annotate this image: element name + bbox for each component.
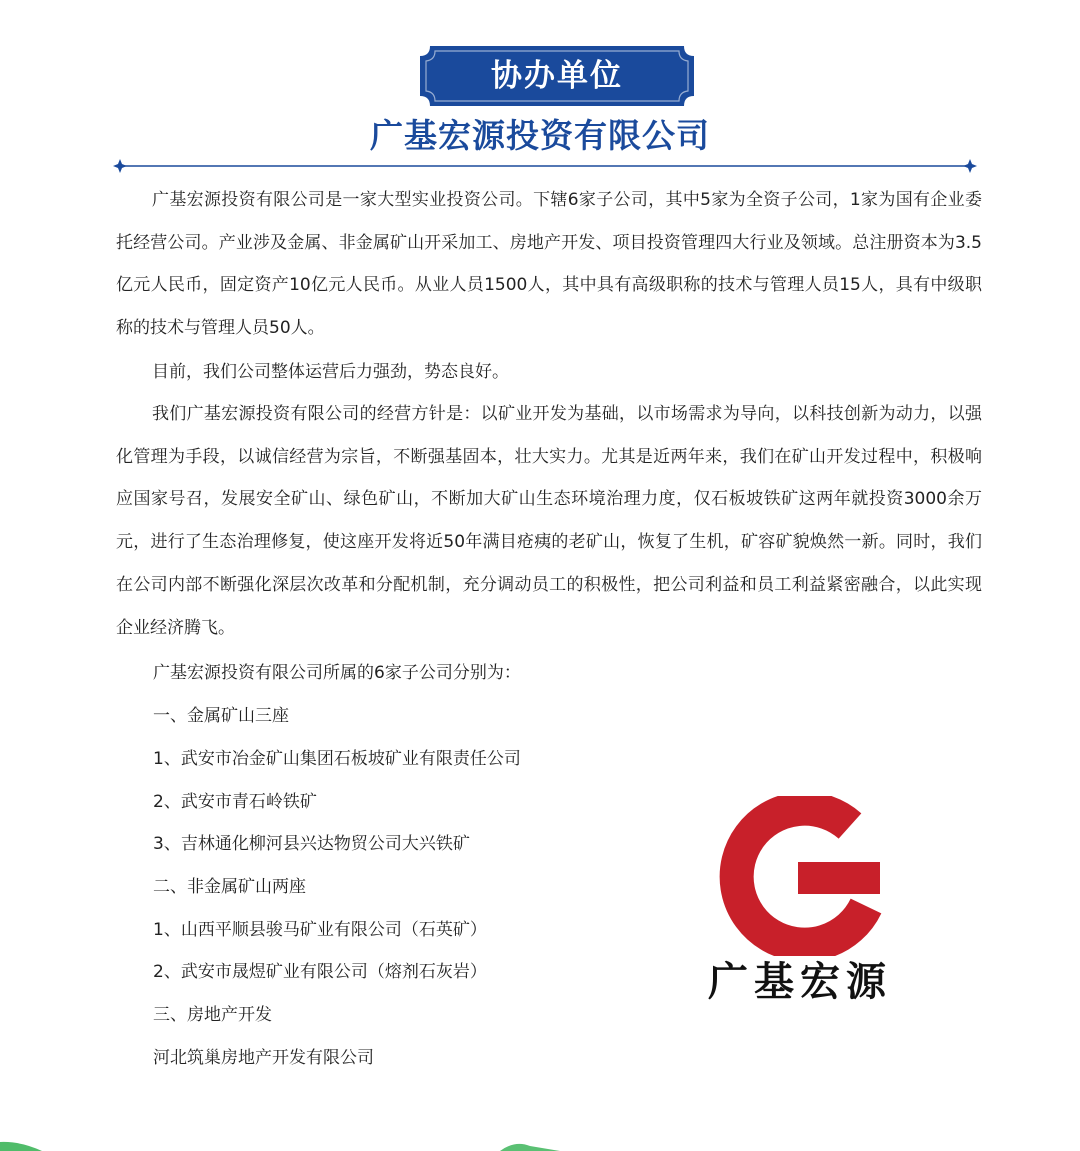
logo-g-mark-icon	[700, 796, 900, 956]
intro-paragraph-2: 目前，我们公司整体运营后力强劲，势态良好。	[152, 362, 509, 382]
intro-paragraph-1: 广基宏源投资有限公司是一家大型实业投资公司。下辖6家子公司，其中5家为全资子公司，1家为国有企业委托经营公司。产业涉及金属、非金属矿山开采加工、房地产开发、项目投资管理四大行业及领域。总注册资本为3.5亿元人民币，固定资产10亿元人民币。从业人员1500人，其中具有高级职称的技术与管理人员15人，具有中级职称的技术与管理人员50人。	[116, 190, 982, 339]
intro-paragraph-3: 我们广基宏源投资有限公司的经营方针是：以矿业开发为基础，以市场需求为导向，以科技创新为动力，以强化管理为手段，以诚信经营为宗旨，不断强基固本，壮大实力。尤其是近两年来，我们在矿山开发过程中，积极响应国家号召，发展安全矿山、绿色矿山，不断加大矿山生态环境治理力度，仅石板坡铁矿这两年就投资3000余万元，进行了生态治理修复，使这座开发将近50年满目疮痍的老矿山，恢复了生机，矿容矿貌焕然一新。同时，我们在公司内部不断强化深层次改革和分配机制，充分调动员工的积极性，把公司利益和员工利益紧密融合，以此实现企业经济腾飞。	[116, 404, 982, 638]
header-banner	[420, 46, 694, 106]
list-item: 1、山西平顺县骏马矿业有限公司（石英矿）	[153, 920, 487, 940]
list-item: 三、房地产开发	[153, 1005, 272, 1025]
company-title: 广基宏源投资有限公司	[370, 116, 710, 155]
list-item: 1、武安市冶金矿山集团石板坡矿业有限责任公司	[153, 749, 521, 769]
list-item: 2、武安市青石岭铁矿	[153, 792, 317, 812]
list-item: 3、吉林通化柳河县兴达物贸公司大兴铁矿	[153, 834, 470, 854]
list-item: 一、金属矿山三座	[153, 706, 289, 726]
star-right-icon	[963, 159, 977, 173]
list-item: 2、武安市晟煜矿业有限公司（熔剂石灰岩）	[153, 962, 487, 982]
banner-label: 协办单位	[491, 58, 623, 94]
list-item: 二、非金属矿山两座	[153, 877, 306, 897]
bottom-decoration	[0, 1128, 1080, 1151]
star-left-icon	[113, 159, 127, 173]
title-divider	[112, 158, 978, 174]
company-logo	[700, 796, 900, 1006]
list-item: 河北筑巢房地产开发有限公司	[153, 1048, 374, 1068]
logo-text: 广基宏源	[708, 959, 892, 1005]
subsidiaries-heading: 广基宏源投资有限公司所属的6家子公司分别为：	[153, 663, 521, 683]
